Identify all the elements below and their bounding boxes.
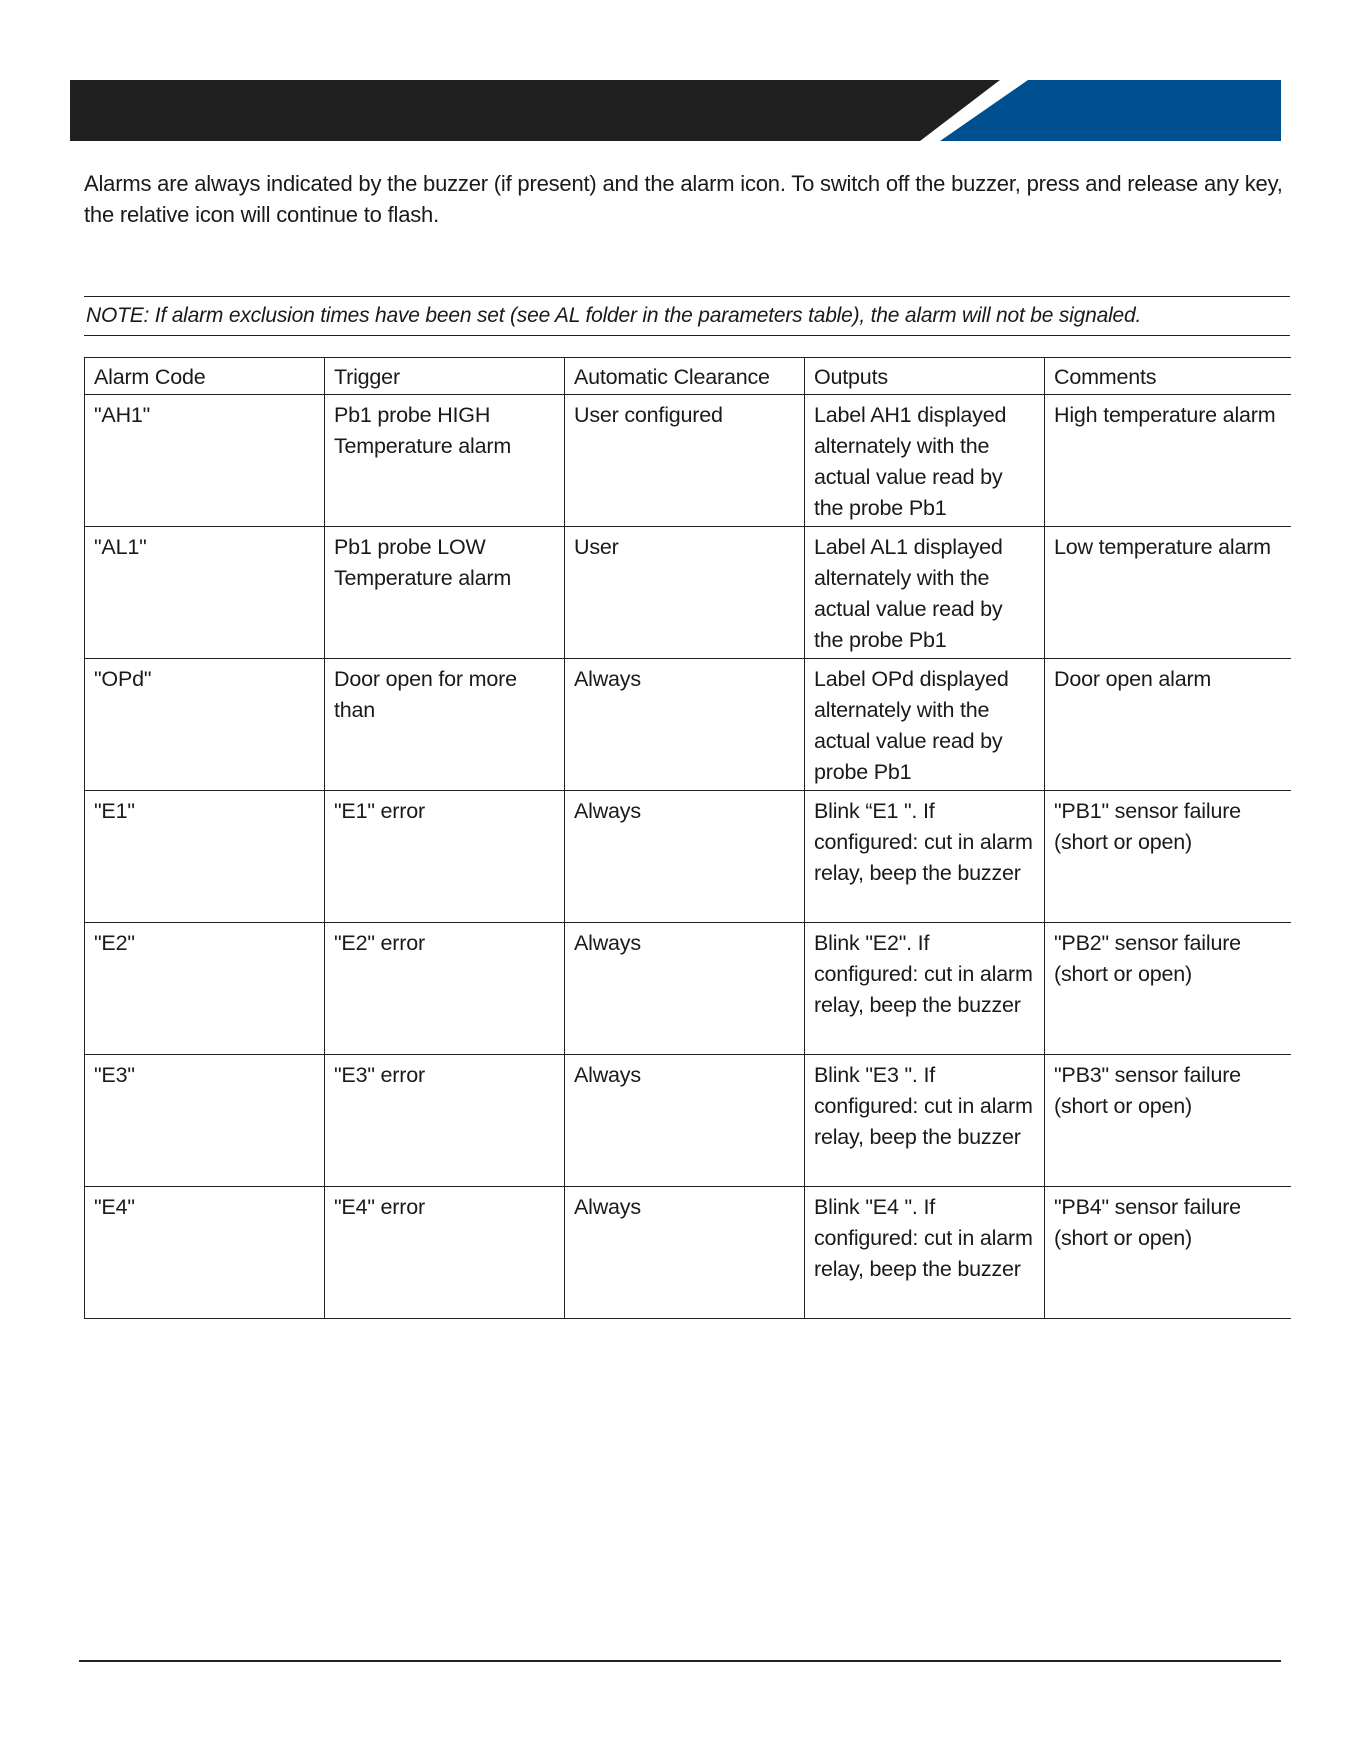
note-banner: NOTE: If alarm exclusion times have been set (see AL folder in the parameters table), the alarm will not be signaled.: [84, 296, 1290, 336]
footer-divider: [79, 1660, 1281, 1662]
cell-comments: "PB1" sensor failure (short or open): [1045, 791, 1291, 923]
cell-clearance: User configured: [565, 395, 805, 527]
cell-clearance: Always: [565, 1055, 805, 1187]
table-row: [85, 659, 1291, 791]
cell-outputs: Label AH1 displayed alternately with the actual value read by the probe Pb1: [805, 395, 1045, 527]
cell-trigger: "E2" error: [325, 923, 565, 1055]
table-row: [85, 527, 1291, 659]
cell-trigger: "E3" error: [325, 1055, 565, 1187]
cell-trigger: Pb1 probe HIGH Temperature alarm: [325, 395, 565, 527]
cell-clearance: Always: [565, 923, 805, 1055]
cell-clearance: Always: [565, 1187, 805, 1319]
cell-alarm-code: "AL1": [85, 527, 325, 659]
table-row: [85, 923, 1291, 1055]
column-header-outputs: Outputs: [805, 358, 1045, 395]
alarm-table: [84, 357, 1291, 1319]
cell-trigger: Door open for more than: [325, 659, 565, 791]
cell-trigger: "E1" error: [325, 791, 565, 923]
cell-clearance: Always: [565, 659, 805, 791]
cell-trigger: Pb1 probe LOW Temperature alarm: [325, 527, 565, 659]
header-dark-bar: [70, 80, 1000, 141]
cell-alarm-code: "AH1": [85, 395, 325, 527]
cell-outputs: Blink "E3 ". If configured: cut in alarm relay, beep the buzzer: [805, 1055, 1045, 1187]
cell-alarm-code: "E1": [85, 791, 325, 923]
table-row: [85, 791, 1291, 923]
column-header-automatic-clearance: Automatic Clearance: [565, 358, 805, 395]
cell-comments: Door open alarm: [1045, 659, 1291, 791]
table-header-row: [85, 358, 1291, 395]
table-row: [85, 1187, 1291, 1319]
cell-alarm-code: "E3": [85, 1055, 325, 1187]
header-band-graphic: [70, 80, 1281, 141]
cell-outputs: Blink "E4 ". If configured: cut in alarm relay, beep the buzzer: [805, 1187, 1045, 1319]
cell-trigger: "E4" error: [325, 1187, 565, 1319]
table-row: [85, 1055, 1291, 1187]
column-header-alarm-code: Alarm Code: [85, 358, 325, 395]
cell-outputs: Label OPd displayed alternately with the actual value read by probe Pb1: [805, 659, 1045, 791]
cell-comments: Low temperature alarm: [1045, 527, 1291, 659]
cell-comments: "PB2" sensor failure (short or open): [1045, 923, 1291, 1055]
header-band: [70, 80, 1281, 141]
cell-outputs: Blink "E2". If configured: cut in alarm relay, beep the buzzer: [805, 923, 1045, 1055]
cell-clearance: Always: [565, 791, 805, 923]
cell-comments: High temperature alarm: [1045, 395, 1291, 527]
cell-alarm-code: "OPd": [85, 659, 325, 791]
intro-paragraph: Alarms are always indicated by the buzzer (if present) and the alarm icon. To switch off the buzzer, press and release any key, the relative icon will continue to flash.: [84, 171, 1283, 227]
header-accent-bar: [940, 80, 1281, 141]
cell-outputs: Blink “E1 ". If configured: cut in alarm relay, beep the buzzer: [805, 791, 1045, 923]
column-header-comments: Comments: [1045, 358, 1291, 395]
cell-comments: "PB4" sensor failure (short or open): [1045, 1187, 1291, 1319]
cell-alarm-code: "E4": [85, 1187, 325, 1319]
cell-clearance: User: [565, 527, 805, 659]
column-header-trigger: Trigger: [325, 358, 565, 395]
cell-outputs: Label AL1 displayed alternately with the actual value read by the probe Pb1: [805, 527, 1045, 659]
cell-comments: "PB3" sensor failure (short or open): [1045, 1055, 1291, 1187]
table-row: [85, 395, 1291, 527]
cell-alarm-code: "E2": [85, 923, 325, 1055]
